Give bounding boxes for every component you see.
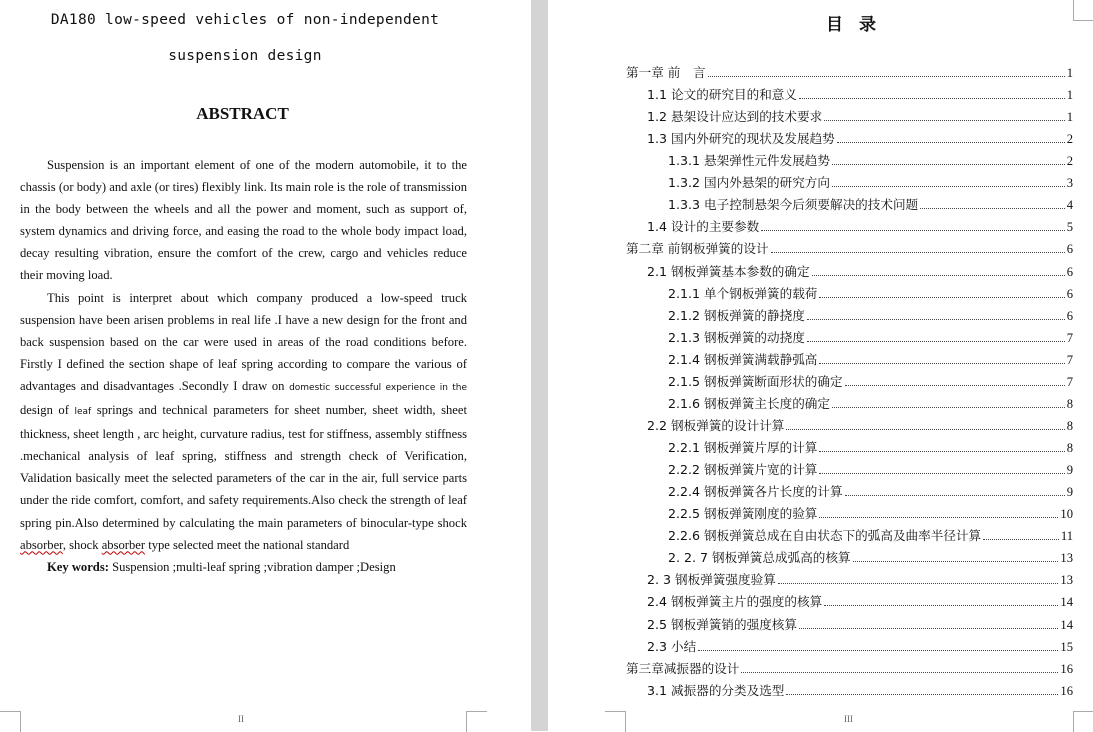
thesis-title-line-1: DA180 low-speed vehicles of non-independent: [50, 12, 440, 28]
crop-mark: [1073, 711, 1093, 732]
toc-entry-page: 11: [1060, 529, 1073, 544]
toc-entry-page: 6: [1066, 308, 1073, 323]
toc-leader-dots: [819, 297, 1064, 298]
toc-entry[interactable]: [668, 305, 1073, 324]
abstract-text: , shock: [62, 537, 102, 552]
toc-entry[interactable]: [668, 349, 1073, 368]
toc-entry-title: 1.3.1 悬架弹性元件发展趋势: [668, 153, 830, 169]
toc-entry-page: 16: [1060, 661, 1073, 676]
toc-entry[interactable]: [647, 614, 1073, 633]
toc-entry-title: 2.1.6 钢板弹簧主长度的确定: [668, 395, 830, 411]
toc-leader-dots: [824, 120, 1065, 121]
toc-entry-title: 2.1.3 钢板弹簧的动挠度: [668, 329, 805, 345]
toc-entry[interactable]: [668, 459, 1073, 478]
toc-entry-title: 1.3 国内外研究的现状及发展趋势: [647, 131, 835, 147]
toc-leader-dots: [819, 363, 1064, 364]
crop-mark: [1073, 0, 1093, 21]
toc-entry[interactable]: [668, 283, 1073, 302]
toc-leader-dots: [837, 142, 1065, 143]
toc-leader-dots: [832, 186, 1065, 187]
toc-entry[interactable]: [668, 150, 1073, 169]
spellcheck-underlined-word: absorber: [101, 537, 146, 552]
toc-entry-page: 3: [1066, 176, 1073, 191]
toc-leader-dots: [853, 561, 1059, 562]
toc-entry-title: 2.1 钢板弹簧基本参数的确定: [647, 263, 810, 279]
toc-entry[interactable]: [668, 503, 1073, 522]
toc-leader-dots: [812, 275, 1065, 276]
toc-entry[interactable]: [647, 216, 1073, 235]
toc-leader-dots: [761, 230, 1065, 231]
toc-leader-dots: [741, 672, 1058, 673]
toc-entry[interactable]: [668, 371, 1073, 390]
toc-entry-title: 2.2.1 钢板弹簧片厚的计算: [668, 440, 818, 456]
toc-entry-page: 5: [1066, 220, 1073, 235]
toc-leader-dots: [778, 583, 1059, 584]
crop-mark: [605, 711, 626, 732]
toc-leader-dots: [832, 407, 1065, 408]
toc-leader-dots: [708, 76, 1065, 77]
toc-leader-dots: [698, 650, 1058, 651]
toc-entry-title: 1.2 悬架设计应达到的技术要求: [647, 109, 823, 125]
toc-leader-dots: [819, 473, 1064, 474]
abstract-text: type selected meet the national standard: [145, 537, 350, 552]
toc-entry-page: 1: [1066, 66, 1073, 80]
toc-entry-page: 6: [1066, 242, 1073, 257]
toc-entry-title: 2.1.5 钢板弹簧断面形状的确定: [668, 373, 843, 389]
toc-leader-dots: [786, 694, 1058, 695]
toc-entry-page: 2: [1066, 154, 1073, 169]
toc-entry[interactable]: [647, 680, 1073, 699]
toc-entry[interactable]: [626, 238, 1073, 257]
toc-entry-page: 6: [1066, 286, 1073, 301]
spellcheck-underlined-word: absorber: [20, 537, 63, 552]
toc-leader-dots: [832, 164, 1065, 165]
crop-mark: [466, 711, 487, 732]
toc-entry[interactable]: [647, 415, 1073, 434]
abstract-text: springs and technical parameters for sheet number, sheet width, sheet thickness, sheet length , arc height, curvature radius, test for stiffness, assembly stiffness .mechanical analysis of leaf spring, stiffness and strength check of Verification, Validation basically meet the selected parameters of the car in the air, full service parts under the ride comfort, comfort, and safety requirements.Also check the strength of leaf spring pin.Also determined by calculating the main parameters of binocular-type shock: [20, 403, 467, 530]
toc-entry-page: 6: [1066, 264, 1073, 279]
toc-entry-title: 2.1.1 单个钢板弹簧的载荷: [668, 285, 818, 301]
abstract-small-text: leaf: [74, 407, 92, 418]
toc-leader-dots: [920, 208, 1065, 209]
keywords-value: Suspension ;multi-leaf spring ;vibration damper ;Design: [108, 559, 396, 574]
abstract-body: [20, 154, 467, 578]
thesis-title-line-2: suspension design: [168, 48, 322, 64]
abstract-small-text: domestic successful experience in the: [289, 382, 467, 393]
toc-entry-title: 1.4 设计的主要参数: [647, 219, 760, 235]
toc-entry-title: 2.1.4 钢板弹簧满载静弧高: [668, 351, 818, 367]
toc-entry-title: 2.3 小结: [647, 638, 697, 654]
page-left: [0, 0, 531, 731]
toc-entry-page: 14: [1060, 617, 1073, 632]
toc-entry[interactable]: [668, 172, 1073, 191]
toc-entry[interactable]: [647, 591, 1073, 610]
toc-entry[interactable]: [668, 327, 1073, 346]
toc-entry[interactable]: [668, 547, 1073, 566]
toc-entry-title: 2. 3 钢板弹簧强度验算: [647, 572, 776, 588]
page-number-right: III: [844, 714, 853, 724]
toc-entry[interactable]: [668, 393, 1073, 412]
toc-leader-dots: [807, 319, 1065, 320]
abstract-text: design of: [20, 403, 75, 418]
toc-entry-page: 13: [1060, 573, 1073, 588]
toc-entry-page: 7: [1066, 374, 1073, 389]
toc-entry[interactable]: [647, 84, 1073, 103]
keywords-line: [20, 556, 467, 578]
abstract-heading: ABSTRACT: [196, 104, 289, 123]
toc-entry[interactable]: [647, 569, 1073, 588]
toc-entry-title: 1.3.2 国内外悬架的研究方向: [668, 175, 830, 191]
toc-entry-page: 8: [1066, 441, 1073, 456]
toc-entry-page: 13: [1060, 551, 1073, 566]
toc-entry-page: 9: [1066, 485, 1073, 500]
toc-entry[interactable]: [668, 481, 1073, 500]
toc-entry[interactable]: [647, 106, 1073, 125]
toc-leader-dots: [799, 628, 1058, 629]
toc-entry-page: 16: [1060, 683, 1073, 698]
toc-leader-dots: [799, 98, 1065, 99]
abstract-text: This point is interpret about which company produced a low-speed truck suspension have been arisen problems in real life .I have a new design for the front and back suspension based on the car were used in areas of the road conditions before. Firstly I defined the section shape of leaf spring according to compare the various of advantages and disadvantages .Secondly I draw on: [20, 290, 467, 393]
toc-entry-title: 2.2.4 钢板弹簧各片长度的计算: [668, 484, 843, 500]
keywords-label: Key words:: [47, 559, 109, 574]
toc-leader-dots: [845, 385, 1065, 386]
toc-entry-title: 2.2.5 钢板弹簧刚度的验算: [668, 506, 818, 522]
toc-leader-dots: [786, 429, 1064, 430]
toc-leader-dots: [771, 252, 1065, 253]
page-gutter: [531, 0, 548, 731]
toc-entry-title: 第一章 前 言: [626, 65, 706, 80]
toc-entry-title: 第二章 前钢板弹簧的设计: [626, 241, 769, 257]
toc-entry-page: 7: [1066, 352, 1073, 367]
toc-entry[interactable]: [668, 194, 1073, 213]
toc-entry[interactable]: [626, 62, 1073, 81]
toc-entry-title: 2.5 钢板弹簧销的强度核算: [647, 616, 797, 632]
toc-entry[interactable]: [647, 128, 1073, 147]
abstract-paragraph-1: Suspension is an important element of one of the modern automobile, it to the chassis (or body) and axle (or tires) flexibly link. Its main role is the role of transmission in the body between the wheels and all the power and moment, such as support of, system dynamics and driving force, and easing the road to the whole body impact load, decay resulting vibration, ensure the comfort of the crew, cargo and vehicles reduce their moving load.: [20, 158, 467, 283]
toc-entry-title: 1.1 论文的研究目的和意义: [647, 87, 797, 103]
toc-entry-page: 1: [1066, 110, 1073, 125]
toc-entry[interactable]: [668, 525, 1073, 544]
toc-entry-title: 2.1.2 钢板弹簧的静挠度: [668, 307, 805, 323]
crop-mark: [0, 711, 21, 732]
toc-entry[interactable]: [626, 658, 1073, 677]
toc-leader-dots: [819, 451, 1064, 452]
toc-leader-dots: [824, 605, 1058, 606]
toc-entry-title: 第三章减振器的设计: [626, 660, 740, 676]
abstract-paragraph-2: [20, 287, 467, 556]
toc-entry-title: 3.1 减振器的分类及选型: [647, 682, 785, 698]
toc-title: 目录: [826, 15, 892, 35]
toc-entry-page: 8: [1066, 396, 1073, 411]
toc-leader-dots: [983, 539, 1059, 540]
toc-entry-page: 10: [1060, 507, 1073, 522]
toc-leader-dots: [819, 517, 1058, 518]
toc-entry-page: 2: [1066, 132, 1073, 147]
toc-entry-page: 14: [1060, 595, 1073, 610]
toc-entry-page: 1: [1066, 88, 1073, 103]
toc-entry-page: 15: [1060, 639, 1073, 654]
toc-entry-title: 2.2.6 钢板弹簧总成在自由状态下的弧高及曲率半径计算: [668, 528, 982, 544]
toc-leader-dots: [845, 495, 1065, 496]
toc-entry-title: 2.2.2 钢板弹簧片宽的计算: [668, 462, 818, 478]
toc-entry[interactable]: [668, 437, 1073, 456]
page-number-left: II: [238, 714, 244, 724]
toc-leader-dots: [807, 341, 1065, 342]
toc-entry[interactable]: [647, 636, 1073, 655]
toc-entry-page: 8: [1066, 418, 1073, 433]
toc-entry-page: 4: [1066, 198, 1073, 213]
toc-entry-page: 9: [1066, 463, 1073, 478]
toc-entry-title: 1.3.3 电子控制悬架今后须要解决的技术问题: [668, 197, 919, 213]
toc-entry-page: 7: [1066, 330, 1073, 345]
toc-entry-title: 2.2 钢板弹簧的设计计算: [647, 417, 785, 433]
toc-entry-title: 2.4 钢板弹簧主片的强度的核算: [647, 594, 823, 610]
toc-entry[interactable]: [647, 261, 1073, 280]
toc-entry-title: 2. 2. 7 钢板弹簧总成弧高的核算: [668, 550, 851, 566]
